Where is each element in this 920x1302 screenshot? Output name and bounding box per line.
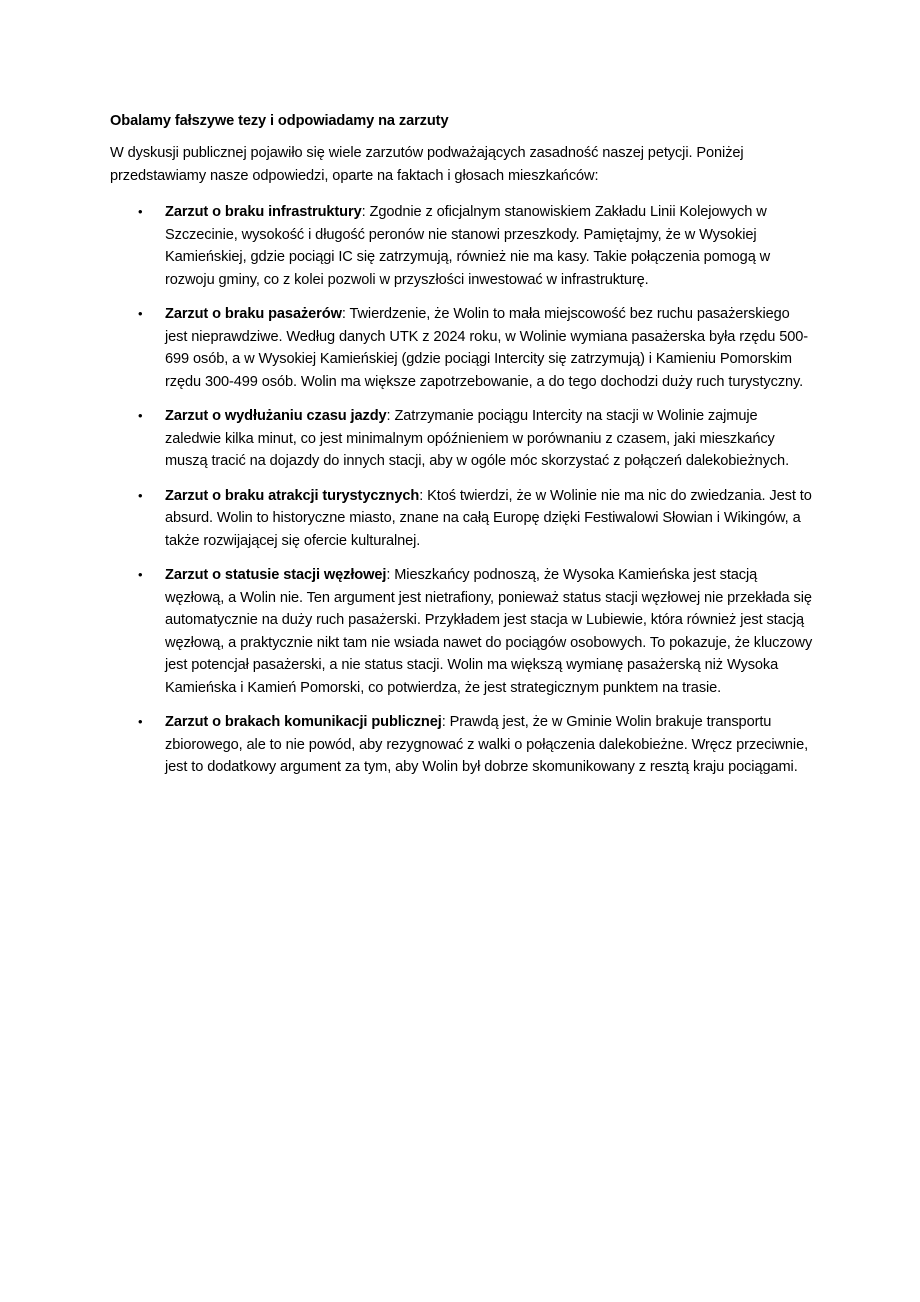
list-item	[110, 485, 815, 553]
objection-heading: Zarzut o braku pasażerów	[165, 306, 342, 322]
list-item	[110, 201, 815, 291]
objection-text: : Twierdzenie, że Wolin to mała miejscowość bez ruchu pasażerskiego jest nieprawdziwe. Według danych UTK z 2024 roku, w Wolinie wymiana pasażerska była rzędu 500-699 osób, a w Wysokiej Kamieńskiej (gdzie pociągi Intercity się zatrzymują) i Kamieniu Pomorskim rzędu 300-499 osób. Wolin ma większe zapotrzebowanie, a do tego dochodzi duży ruch turystyczny.	[165, 306, 809, 390]
document-body	[110, 110, 815, 791]
intro-paragraph: W dyskusji publicznej pojawiło się wiele zarzutów podważających zasadność naszej petycji. Poniżej przedstawiamy nasze odpowiedzi, oparte na faktach i głosach mieszkańców:	[110, 145, 744, 184]
objection-text: : Zgodnie z oficjalnym stanowiskiem Zakładu Linii Kolejowych w Szczecinie, wysokość i długość peronów nie stanowi przeszkody. Pamiętajmy, że w Wysokiej Kamieńskiej, gdzie pociągi IC się zatrzymują, również nie ma kasy. Takie połączenia pomogą w rozwoju gminy, co z kolei pozwoli w przyszłości inwestować w infrastrukturę.	[165, 204, 771, 288]
objection-text: : Zatrzymanie pociągu Intercity na stacji w Wolinie zajmuje zaledwie kilka minut, co jest minimalnym opóźnieniem w porównaniu z czasem, jaki mieszkańcy muszą tracić na dojazdy do innych stacji, aby w ogóle móc skorzystać z połączeń dalekobieżnych.	[165, 408, 790, 469]
objection-heading: Zarzut o brakach komunikacji publicznej	[165, 714, 442, 730]
objection-text: : Ktoś twierdzi, że w Wolinie nie ma nic do zwiedzania. Jest to absurd. Wolin to historyczne miasto, znane na całą Europę dzięki Festiwalowi Słowian i Wikingów, a także rozwijającej się ofercie kulturalnej.	[165, 487, 812, 549]
list-item	[110, 405, 815, 473]
document-title: Obalamy fałszywe tezy i odpowiadamy na zarzuty	[110, 113, 449, 129]
bullet-icon: •	[138, 204, 143, 219]
list-item	[110, 711, 815, 779]
bullet-icon: •	[138, 567, 143, 582]
list-item	[110, 564, 815, 699]
objections-list	[110, 201, 815, 779]
bullet-icon: •	[138, 487, 143, 503]
objection-heading: Zarzut o wydłużaniu czasu jazdy	[165, 408, 387, 424]
objection-text: : Mieszkańcy podnoszą, że Wysoka Kamieńska jest stacją węzłową, a Wolin nie. Ten argument jest nietrafiony, ponieważ status stacji węzłowej nie przekłada się automatycznie na duży ruch pasażerski. Przykładem jest stacja w Lubiewie, która również jest stacją węzłową, a praktycznie nikt tam nie wsiada nawet do pociągów osobowych. To pokazuje, że kluczowy jest potencjał pasażerski, a nie status stacji. Wolin ma większą wymianę pasażerską niż Wysoka Kamieńska i Kamień Pomorski, co potwierdza, że jest strategicznym punktem na trasie.	[165, 567, 813, 696]
objection-heading: Zarzut o statusie stacji węzłowej	[165, 567, 387, 583]
bullet-icon: •	[138, 714, 143, 729]
bullet-icon: •	[138, 408, 143, 423]
objection-heading: Zarzut o braku infrastruktury	[165, 204, 362, 220]
bullet-icon: •	[138, 306, 143, 321]
objection-heading: Zarzut o braku atrakcji turystycznych	[165, 487, 420, 504]
objection-text: : Prawdą jest, że w Gminie Wolin brakuje transportu zbiorowego, ale to nie powód, aby rezygnować z walki o połączenia dalekobieżne. Wręcz przeciwnie, jest to dodatkowy argument za tym, aby Wolin był dobrze skomunikowany z resztą kraju pociągami.	[165, 714, 809, 775]
list-item	[110, 303, 815, 393]
